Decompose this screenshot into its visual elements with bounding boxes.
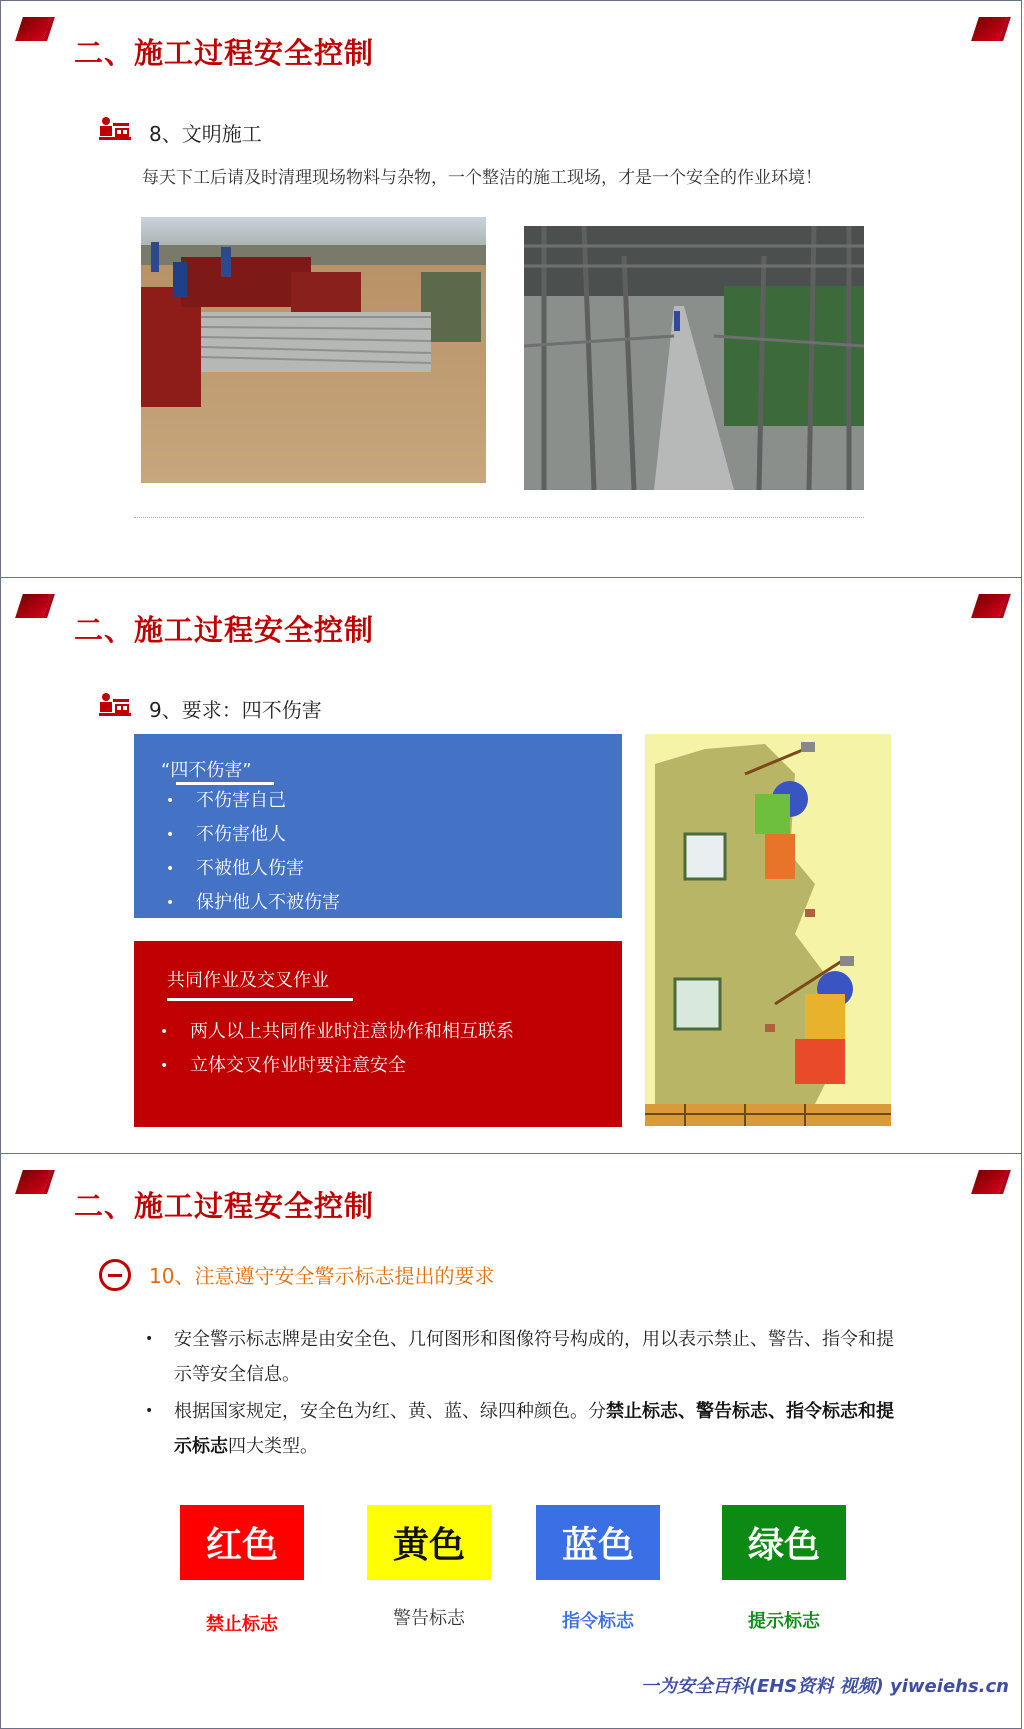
section-description: 每天下工后请及时清理现场物料与杂物，一个整洁的施工现场，才是一个安全的作业环境！ <box>142 168 822 188</box>
green-color-swatch: 绿色 <box>722 1505 846 1580</box>
corner-logo-right <box>971 1170 1007 1194</box>
prohibition-sign-label: 禁止标志 <box>206 1614 278 1635</box>
safety-sign-explanation <box>141 1322 901 1466</box>
blue-color-swatch: 蓝色 <box>536 1505 660 1580</box>
list-item: • 不被他人伤害 <box>158 852 340 886</box>
corner-logo-left <box>15 1170 51 1194</box>
corner-logo-right <box>971 594 1007 618</box>
collapse-icon <box>99 1259 131 1291</box>
text-segment: 四大类型。 <box>228 1436 318 1457</box>
list-item: • 安全警示标志牌是由安全色、几何图形和图像符号构成的，用以表示禁止、警告、指令和提示等安全信息。 <box>141 1322 901 1392</box>
mandatory-sign-label: 指令标志 <box>562 1611 634 1632</box>
scaffold-walkway-photo <box>524 226 864 490</box>
corner-logo-left <box>15 17 51 41</box>
list-item: • 立体交叉作业时要注意安全 <box>152 1049 514 1083</box>
slide-civilized-construction <box>0 0 1022 578</box>
list-item: • 两人以上共同作业时注意协作和相互联系 <box>152 1015 514 1049</box>
warning-sign-label: 警告标志 <box>393 1608 465 1629</box>
list-item: • 不伤害自己 <box>158 784 340 818</box>
text-segment: 根据国家规定，安全色为红、黄、蓝、绿四种颜色。分 <box>174 1401 606 1422</box>
construction-materials-photo <box>141 217 486 483</box>
slide-title: 二、施工过程安全控制 <box>74 613 375 647</box>
slide-title: 二、施工过程安全控制 <box>74 36 375 70</box>
four-no-harm-list <box>158 784 340 920</box>
slide-four-no-harm <box>0 577 1022 1154</box>
four-no-harm-box <box>134 734 622 918</box>
slide-title: 二、施工过程安全控制 <box>74 1189 375 1223</box>
joint-operation-box <box>134 941 622 1127</box>
sign-types-bold: 禁止标志、警告标志、指令标志和提示标志 <box>174 1401 894 1457</box>
title-underline <box>167 998 353 1001</box>
worker-icon <box>97 691 133 719</box>
section-heading: 9、要求：四不伤害 <box>149 698 322 722</box>
list-item: • 不伤害他人 <box>158 818 340 852</box>
box-title: 共同作业及交叉作业 <box>167 970 329 991</box>
yellow-color-swatch: 黄色 <box>367 1505 491 1580</box>
list-item: • 保护他人不被伤害 <box>158 886 340 920</box>
wall-demolition-cartoon <box>645 734 891 1126</box>
box-title: “四不伤害” <box>161 760 252 781</box>
worker-icon <box>97 115 133 143</box>
red-color-swatch: 红色 <box>180 1505 304 1580</box>
section-heading: 8、文明施工 <box>149 122 262 146</box>
divider-line <box>134 517 864 518</box>
slide-safety-signs <box>0 1153 1022 1729</box>
corner-logo-left <box>15 594 51 618</box>
information-sign-label: 提示标志 <box>748 1611 820 1632</box>
list-item <box>141 1394 901 1464</box>
section-heading: 10、注意遵守安全警示标志提出的要求 <box>149 1264 495 1288</box>
corner-logo-right <box>971 17 1007 41</box>
joint-operation-list <box>152 1015 514 1083</box>
footer-watermark: 一为安全百科(EHS资料 视频) yiweiehs.cn <box>640 1676 1009 1697</box>
